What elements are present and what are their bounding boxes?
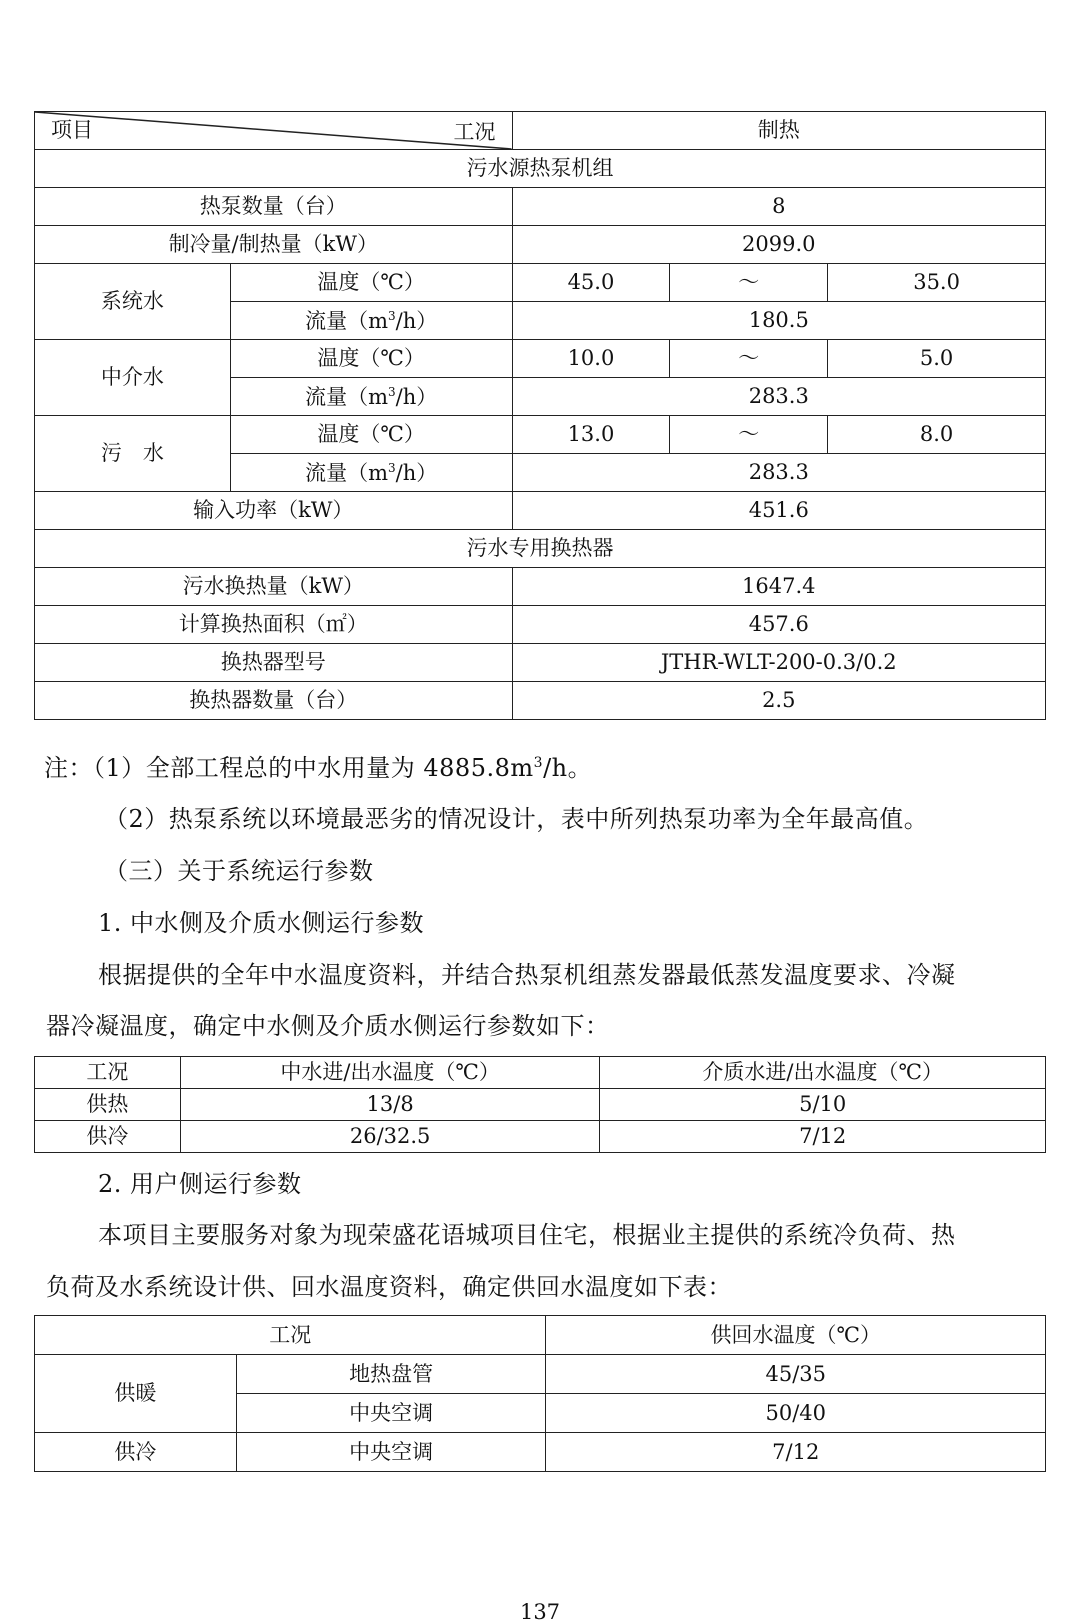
heating-label: 供暖 <box>35 1355 237 1433</box>
flow-label: 流量$(m^3/h)$ <box>230 302 512 340</box>
header-item-label: 项目 <box>51 118 93 142</box>
flow-value: 283.3 <box>512 378 1045 416</box>
paragraph-2-line-1: 本项目主要服务对象为现荣盛花语城项目住宅，根据业主提供的系统冷负荷、热 <box>98 1221 956 1249</box>
exchanger-model-label: 换热器型号 <box>35 644 513 682</box>
temp-in: 45.0 <box>512 264 670 302</box>
tilde: ～ <box>670 264 828 302</box>
exchange-area-label: 计算换热面积（㎡） <box>35 606 513 644</box>
system-type: 中央空调 <box>236 1394 546 1433</box>
capacity-label: 制冷量/制热量（kW） <box>35 226 513 264</box>
diagonal-header-cell <box>35 112 513 150</box>
temp-label: 温度（℃） <box>230 264 512 302</box>
header-reclaimed-water-temp: 中水进/出水温度（℃） <box>180 1057 600 1089</box>
section-heat-exchanger: 污水专用换热器 <box>35 530 1046 568</box>
pump-count-label: 热泵数量（台） <box>35 188 513 226</box>
row-condition: 供冷 <box>35 1121 181 1153</box>
header-condition: 工况 <box>35 1316 546 1355</box>
supply-return-temp: 7/12 <box>546 1433 1046 1472</box>
page-number: 137 <box>519 1600 561 1624</box>
group-name: 中介水 <box>35 340 231 416</box>
exchange-heat-label: 污水换热量（kW） <box>35 568 513 606</box>
header-condition: 工况 <box>35 1057 181 1089</box>
input-power-value: 451.6 <box>512 492 1045 530</box>
paragraph-2-line-2: 负荷及水系统设计供、回水温度资料，确定供回水温度如下表： <box>46 1273 732 1301</box>
row-reclaimed-temp: 13/8 <box>180 1089 600 1121</box>
group-name: 系统水 <box>35 264 231 340</box>
input-power-label: 输入功率（kW） <box>35 492 513 530</box>
section-heat-pump-unit: 污水源热泵机组 <box>35 150 1046 188</box>
temp-label: 温度（℃） <box>230 340 512 378</box>
supply-return-temp: 45/35 <box>546 1355 1046 1394</box>
temp-label: 温度（℃） <box>230 416 512 454</box>
temp-out: 8.0 <box>828 416 1046 454</box>
flow-value: 283.3 <box>512 454 1045 492</box>
paragraph-1-line-2: 器冷凝温度，确定中水侧及介质水侧运行参数如下： <box>46 1012 610 1040</box>
section-heading: （三）关于系统运行参数 <box>104 857 374 885</box>
exchange-area-value: 457.6 <box>512 606 1045 644</box>
header-condition-label: 工况 <box>453 120 496 144</box>
subheading-1: 1. 中水侧及介质水侧运行参数 <box>98 909 425 937</box>
header-supply-return-temp: 供回水温度（℃） <box>546 1316 1046 1355</box>
supply-return-temp-table <box>34 1315 1046 1472</box>
heat-pump-parameters-table <box>34 111 1046 720</box>
temp-in: 10.0 <box>512 340 670 378</box>
tilde: ～ <box>670 340 828 378</box>
tilde: ～ <box>670 416 828 454</box>
exchange-heat-value: 1647.4 <box>512 568 1045 606</box>
row-reclaimed-temp: 26/32.5 <box>180 1121 600 1153</box>
diagonal-line <box>35 112 512 149</box>
note-1: 注：（1）全部工程总的中水用量为 $4885.8m^3/h$。 <box>44 754 593 782</box>
flow-value: 180.5 <box>512 302 1045 340</box>
group-name: 污 水 <box>35 416 231 492</box>
row-medium-temp: 7/12 <box>600 1121 1046 1153</box>
flow-label: 流量$(m^3/h)$ <box>230 454 512 492</box>
exchanger-count-value: 2.5 <box>512 682 1045 720</box>
flow-label: 流量$(m^3/h)$ <box>230 378 512 416</box>
capacity-value: 2099.0 <box>512 226 1045 264</box>
temp-out: 35.0 <box>828 264 1046 302</box>
header-mode: 制热 <box>512 112 1045 150</box>
cooling-label: 供冷 <box>35 1433 237 1472</box>
header-medium-water-temp: 介质水进/出水温度（℃） <box>600 1057 1046 1089</box>
operating-parameters-table <box>34 1056 1046 1153</box>
system-type: 中央空调 <box>236 1433 546 1472</box>
note-2: （2）热泵系统以环境最恶劣的情况设计，表中所列热泵功率为全年最高值。 <box>104 805 929 833</box>
paragraph-1-line-1: 根据提供的全年中水温度资料，并结合热泵机组蒸发器最低蒸发温度要求、冷凝 <box>98 961 956 989</box>
temp-out: 5.0 <box>828 340 1046 378</box>
subheading-2: 2. 用户侧运行参数 <box>98 1170 302 1198</box>
exchanger-count-label: 换热器数量（台） <box>35 682 513 720</box>
row-medium-temp: 5/10 <box>600 1089 1046 1121</box>
exchanger-model-value: JTHR-WLT-200-0.3/0.2 <box>512 644 1045 682</box>
temp-in: 13.0 <box>512 416 670 454</box>
system-type: 地热盘管 <box>236 1355 546 1394</box>
supply-return-temp: 50/40 <box>546 1394 1046 1433</box>
row-condition: 供热 <box>35 1089 181 1121</box>
pump-count-value: 8 <box>512 188 1045 226</box>
